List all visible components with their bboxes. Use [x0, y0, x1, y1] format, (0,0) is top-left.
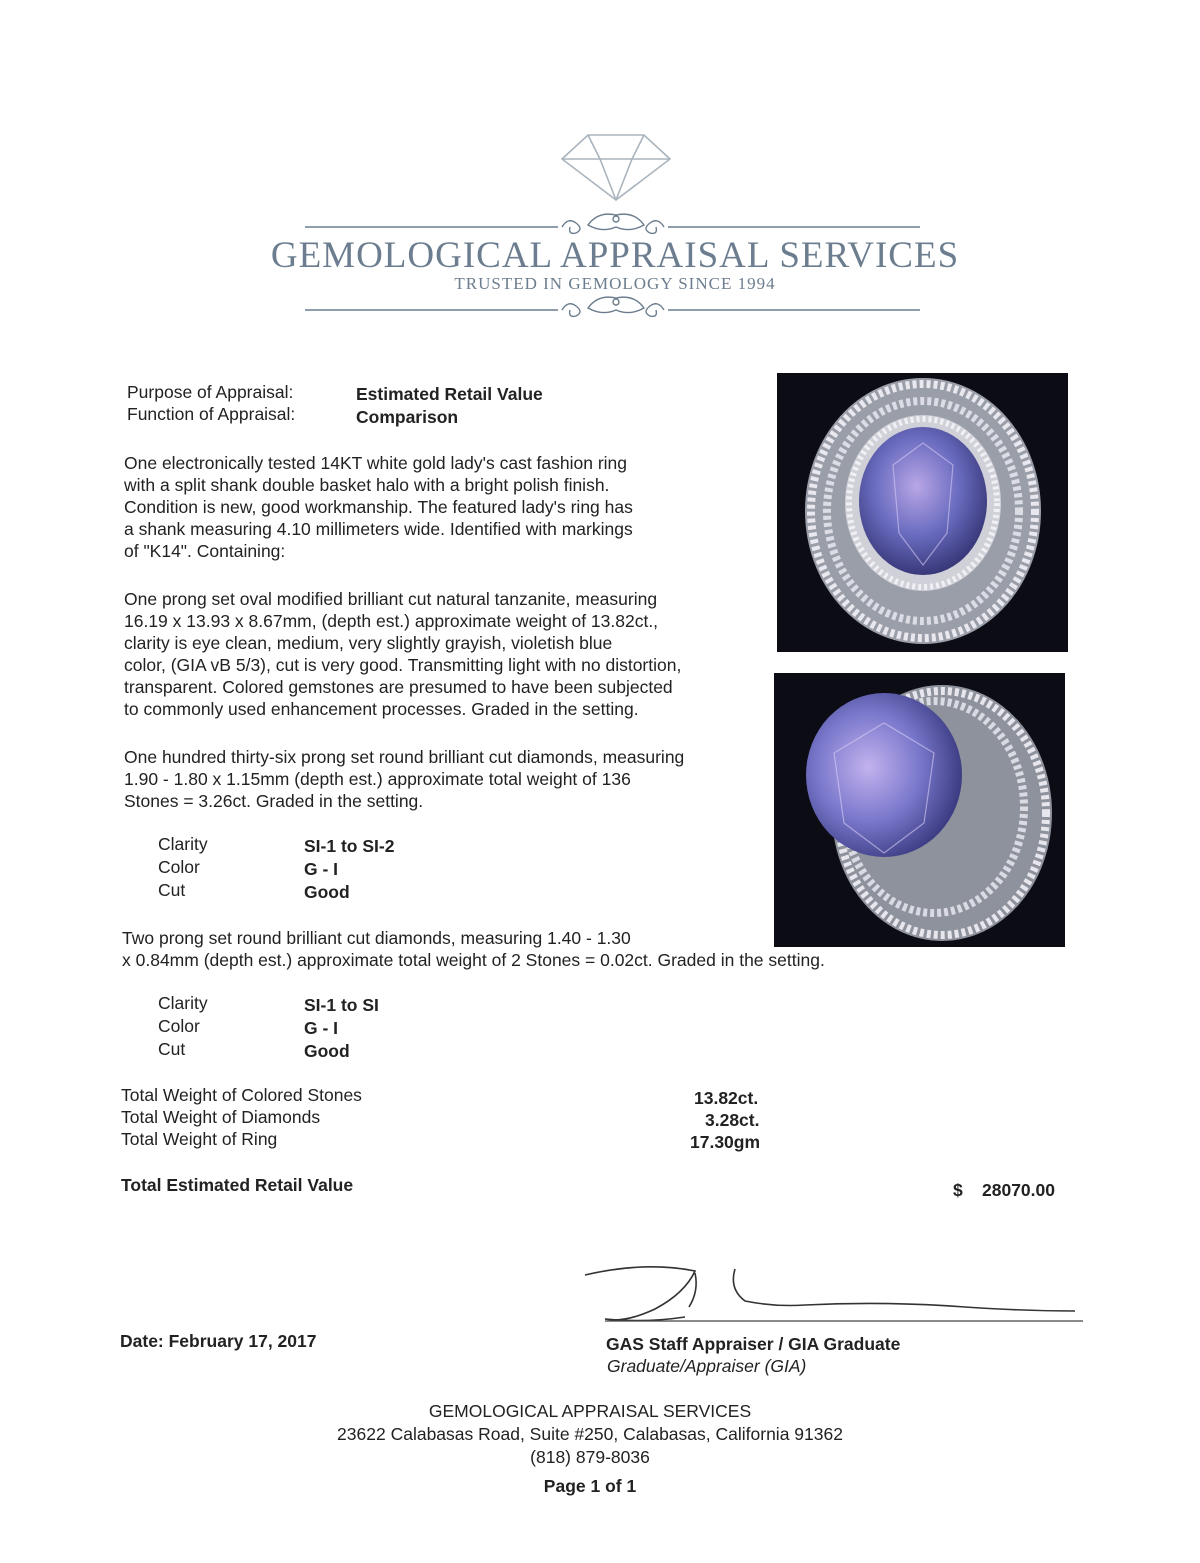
footer-phone: (818) 879-8036	[530, 1447, 650, 1467]
cut-value: Good	[304, 882, 350, 902]
paragraph-line: Two prong set round brilliant cut diamonds, measuring 1.40 - 1.30	[122, 928, 631, 948]
bottom-flourish	[305, 297, 920, 316]
function-label: Function of Appraisal:	[127, 404, 296, 424]
total-ring-label: Total Weight of Ring	[121, 1129, 278, 1149]
clarity-label: Clarity	[158, 993, 208, 1013]
appraiser-signature	[575, 1255, 1095, 1330]
function-value: Comparison	[356, 407, 459, 427]
color-label: Color	[158, 857, 200, 877]
total-diamonds-value: 3.28ct.	[705, 1110, 760, 1130]
paragraph-line: One electronically tested 14KT white gold lady's cast fashion ring	[124, 453, 628, 473]
retail-value-amount: 28070.00	[982, 1180, 1055, 1200]
paragraph-line: Condition is new, good workmanship. The featured lady's ring has	[124, 497, 633, 517]
total-colored-label: Total Weight of Colored Stones	[121, 1085, 362, 1105]
ring-top-photo	[777, 373, 1068, 652]
top-flourish	[305, 214, 920, 233]
total-ring-value: 17.30gm	[690, 1132, 761, 1152]
cut-label: Cut	[158, 1039, 186, 1059]
paragraph-line: transparent. Colored gemstones are presumed to have been subjected	[124, 677, 673, 697]
cut-label: Cut	[158, 880, 186, 900]
retail-value-label: Total Estimated Retail Value	[121, 1175, 354, 1195]
ring-side-photo	[774, 673, 1065, 947]
ring-description	[124, 452, 764, 562]
cut-value: Good	[304, 1041, 350, 1061]
ring-side-illustration	[774, 673, 1065, 947]
currency-symbol: $	[953, 1180, 963, 1200]
purpose-value: Estimated Retail Value	[356, 384, 543, 404]
color-label: Color	[158, 1016, 200, 1036]
page-number: Page 1 of 1	[543, 1476, 637, 1496]
paragraph-line: a shank measuring 4.10 millimeters wide. Identified with markings	[124, 519, 633, 539]
appraiser-title: GAS Staff Appraiser / GIA Graduate	[606, 1334, 901, 1354]
clarity-label: Clarity	[158, 834, 208, 854]
purpose-label: Purpose of Appraisal:	[127, 382, 294, 402]
color-value: G - I	[304, 1018, 339, 1038]
total-diamonds-label: Total Weight of Diamonds	[121, 1107, 321, 1127]
paragraph-line: to commonly used enhancement processes. Graded in the setting.	[124, 699, 639, 719]
gemological-logo-emblem	[300, 125, 930, 325]
paragraph-line: 16.19 x 13.93 x 8.67mm, (depth est.) approximate weight of 13.82ct.,	[124, 611, 659, 631]
footer-address: 23622 Calabasas Road, Suite #250, Calabasas, California 91362	[337, 1424, 843, 1444]
clarity-value: SI-1 to SI	[304, 995, 379, 1015]
company-tagline: TRUSTED IN GEMOLOGY SINCE 1994	[454, 274, 776, 293]
total-colored-value: 13.82ct.	[694, 1088, 759, 1108]
color-value: G - I	[304, 859, 339, 879]
paragraph-line: One hundred thirty-six prong set round brilliant cut diamonds, measuring	[124, 747, 685, 767]
diamonds-description	[124, 746, 764, 812]
paragraph-line: clarity is eye clean, medium, very slightly grayish, violetish blue	[124, 633, 613, 653]
clarity-value: SI-1 to SI-2	[304, 836, 395, 856]
paragraph-line: color, (GIA vB 5/3), cut is very good. Transmitting light with no distortion,	[124, 655, 682, 675]
appraisal-date: Date: February 17, 2017	[120, 1331, 317, 1351]
paragraph-line: 1.90 - 1.80 x 1.15mm (depth est.) approximate total weight of 136	[124, 769, 631, 789]
paragraph-line: x 0.84mm (depth est.) approximate total weight of 2 Stones = 0.02ct. Graded in the setting.	[122, 950, 825, 970]
diamond-icon	[562, 135, 670, 200]
company-logo-title: GEMOLOGICAL APPRAISAL SERVICES	[270, 235, 960, 276]
footer-company: GEMOLOGICAL APPRAISAL SERVICES	[428, 1401, 752, 1421]
paragraph-line: One prong set oval modified brilliant cut natural tanzanite, measuring	[124, 589, 658, 609]
appraiser-credential: Graduate/Appraiser (GIA)	[607, 1356, 807, 1376]
ring-top-illustration	[777, 373, 1068, 652]
paragraph-line: with a split shank double basket halo with a bright polish finish.	[124, 475, 610, 495]
paragraph-line: of "K14". Containing:	[124, 541, 286, 561]
tanzanite-description	[124, 588, 764, 720]
paragraph-line: Stones = 3.26ct. Graded in the setting.	[124, 791, 424, 811]
